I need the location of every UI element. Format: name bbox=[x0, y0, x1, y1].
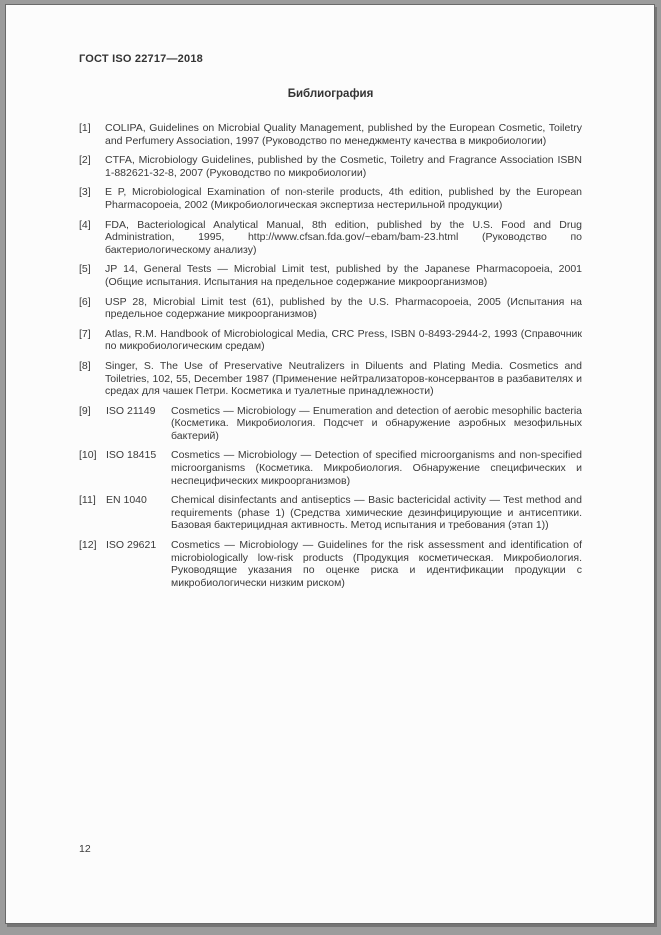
reference-text: USP 28, Microbial Limit test (61), published by the U.S. Pharmacopoeia, 2005 (Испытания на предельное содержание микроорганизмов) bbox=[105, 295, 582, 321]
reference-item bbox=[79, 122, 582, 147]
document-header: ГОСТ ISO 22717—2018 bbox=[79, 53, 203, 65]
reference-item bbox=[79, 360, 582, 398]
reference-number: [9] bbox=[79, 404, 91, 417]
reference-item bbox=[79, 328, 582, 353]
reference-item bbox=[79, 449, 582, 487]
reference-text: COLIPA, Guidelines on Microbial Quality Management, published by the European Cosmetic, Toiletry and Perfumery Association, 1997 (Руководство по менеджменту качества в микробиологии) bbox=[105, 122, 582, 147]
reference-text: FDA, Bacteriological Analytical Manual, 8th edition, published by the U.S. Food and Drug Administration, 1995, http://www.cfsan.fda.gov/~ebam/bam-23.html (Руководство по бактериологическому анализу) bbox=[105, 218, 582, 256]
reference-number: [4] bbox=[79, 218, 91, 231]
reference-number: [8] bbox=[79, 359, 91, 372]
reference-standard-code: ISO 29621 bbox=[106, 539, 157, 552]
reference-number: [1] bbox=[79, 122, 91, 134]
reference-text: Singer, S. The Use of Preservative Neutralizers in Diluents and Plating Media. Cosmetics and Toiletries, 102, 55, December 1987 (Применение нейтрализаторов-консервантов в разбавителях и средах для чашек Петри. Косметика и туалетные принадлежности) bbox=[105, 359, 582, 398]
reference-text: Atlas, R.M. Handbook of Microbiological Media, CRC Press, ISBN 0-8493-2944-2, 1993 (Справочник по микробиологическим средам) bbox=[105, 327, 582, 353]
section-title: Библиография bbox=[287, 88, 374, 100]
page-number: 12 bbox=[79, 843, 91, 855]
reference-item bbox=[79, 405, 582, 443]
reference-item bbox=[79, 186, 582, 211]
reference-number: [12] bbox=[79, 539, 97, 552]
reference-standard-code: EN 1040 bbox=[106, 494, 147, 507]
reference-item bbox=[79, 263, 582, 288]
reference-number: [5] bbox=[79, 263, 91, 276]
reference-number: [10] bbox=[79, 449, 97, 462]
bibliography-list bbox=[79, 122, 582, 589]
document-page bbox=[5, 4, 655, 924]
reference-text: Cosmetics — Microbiology — Guidelines for the risk assessment and identification of microbiologically low-risk products (Продукция косметическая. Микробиология. Руководящие указания по оценке риска и идентификации продукции с микробиологически низким риском) bbox=[171, 539, 582, 589]
reference-text: Chemical disinfectants and antiseptics — Basic bactericidal activity — Test method and requirements (phase 1) (Средства химические дезинфицирующие и антисептики. Базовая бактерицидная активность. Метод испытания и требования (этап 1)) bbox=[171, 494, 582, 532]
reference-standard-code: ISO 18415 bbox=[106, 449, 157, 462]
reference-text: Cosmetics — Microbiology — Detection of specified microorganisms and non-specified microorganisms (Косметика. Микробиология. Обнаружение специфических и неспецифических микроорганизмов) bbox=[171, 449, 582, 487]
reference-item bbox=[79, 494, 582, 532]
reference-item bbox=[79, 219, 582, 257]
reference-item bbox=[79, 154, 582, 179]
reference-standard-code: ISO 21149 bbox=[106, 404, 156, 417]
reference-item bbox=[79, 539, 582, 589]
reference-text: Cosmetics — Microbiology — Enumeration and detection of aerobic mesophilic bacteria (Косметика. Микробиология. Подсчет и обнаружение аэробных мезофильных бактерий) bbox=[171, 404, 582, 442]
reference-number: [2] bbox=[79, 154, 91, 167]
reference-text: CTFA, Microbiology Guidelines, published by the Cosmetic, Toiletry and Fragrance Association ISBN 1-882621-32-8, 2007 (Руководство по микробиологии) bbox=[105, 154, 582, 179]
reference-number: [3] bbox=[79, 186, 91, 199]
reference-number: [6] bbox=[79, 295, 91, 308]
reference-text: JP 14, General Tests — Microbial Limit test, published by the Japanese Pharmacopoeia, 2001 (Общие испытания. Испытания на предельное содержание микроорганизмов) bbox=[105, 263, 582, 288]
reference-number: [7] bbox=[79, 327, 91, 340]
reference-item bbox=[79, 296, 582, 321]
reference-number: [11] bbox=[79, 494, 96, 507]
reference-text: E P, Microbiological Examination of non-sterile products, 4th edition, published by the European Pharmacopoeia, 2002 (Микробиологическая экспертиза нестерильной продукции) bbox=[105, 186, 582, 211]
